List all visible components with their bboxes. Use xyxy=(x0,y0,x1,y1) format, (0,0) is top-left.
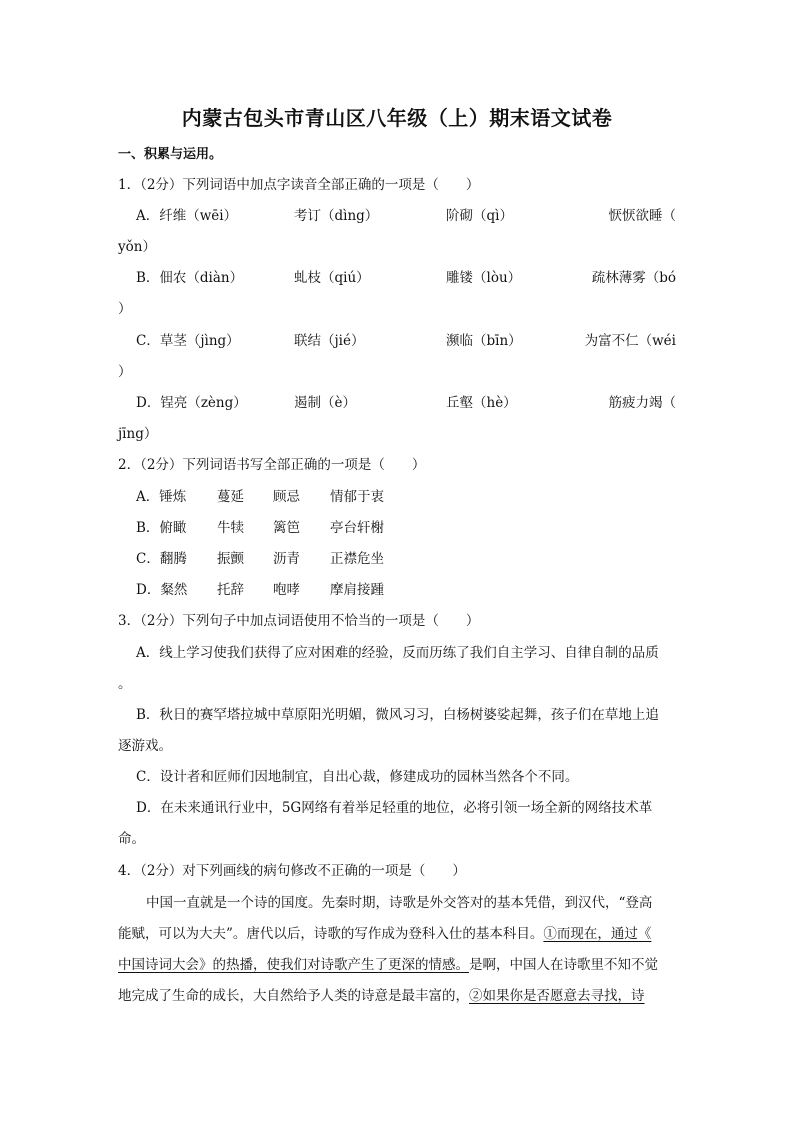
q2-c-word-2: 振颤 xyxy=(217,551,244,567)
passage-line-4 xyxy=(118,986,645,1006)
option-a-wrap: yǒn） xyxy=(118,239,156,255)
question-1-option-a xyxy=(136,206,676,226)
q2-a-word-2: 蔓延 xyxy=(217,489,244,505)
passage-line-2 xyxy=(118,924,651,944)
option-d-item-3: 丘壑（hè） xyxy=(446,395,517,411)
option-d-wrap: jīng） xyxy=(118,426,158,442)
q2-b-word-1: B．俯瞰 xyxy=(136,520,187,536)
option-c-wrap: ） xyxy=(118,364,132,380)
q2-a-word-3: 顾忌 xyxy=(273,489,300,505)
question-1-stem: 1．（2分）下列词语中加点字读音全部正确的一项是（ ） xyxy=(118,177,480,193)
question-1-option-b xyxy=(136,268,676,288)
option-a-item-3: 阶砌（qì） xyxy=(446,208,513,224)
question-3-option-a: A．线上学习使我们获得了应对困难的经验，反而历练了我们自主学习、自律自制的品质 xyxy=(136,645,659,661)
question-3-option-b: B．秋日的赛罕塔拉城中草原阳光明媚，微风习习，白杨树婆娑起舞，孩子们在草地上追 xyxy=(136,707,659,723)
passage-line-2-text: 能赋，可以为大夫”。唐代以后，诗歌的写作成为登科入仕的基本科目。 xyxy=(118,926,544,942)
option-b-item-3: 雕镂（lòu） xyxy=(446,270,522,286)
q2-a-word-4: 情郁于衷 xyxy=(330,489,384,505)
q2-b-word-2: 牛犊 xyxy=(217,520,244,536)
passage-line-1: 中国一直就是一个诗的国度。先秦时期，诗歌是外交答对的基本凭借，到汉代，“登高 xyxy=(146,895,653,911)
question-3-option-b-wrap: 逐游戏。 xyxy=(118,738,172,754)
option-b-item-4: 疏林薄雾（bó xyxy=(591,270,676,286)
underlined-sentence-1-start: ①而现在，通过《 xyxy=(543,926,652,942)
passage-line-4-text: 地完成了生命的成长，大自然给予人类的诗意是最丰富的， xyxy=(118,988,469,1004)
q2-d-word-1: D．粲然 xyxy=(136,582,188,598)
question-2-stem: 2．（2分）下列词语书写全部正确的一项是（ ） xyxy=(118,457,426,473)
question-4-stem: 4．（2分）对下列画线的病句修改不正确的一项是（ ） xyxy=(118,863,466,879)
question-3-option-c: C．设计者和匠师们因地制宜，自出心裁，修建成功的园林当然各个不同。 xyxy=(136,769,579,785)
q2-c-word-4: 正襟危坐 xyxy=(330,551,384,567)
section-heading: 一、积累与运用。 xyxy=(118,147,223,162)
page-title: 内蒙古包头市青山区八年级（上）期末语文试卷 xyxy=(181,106,613,130)
question-3-option-d: D．在未来通讯行业中，5G网络有着举足轻重的地位，必将引领一场全新的网络技术革 xyxy=(136,800,653,816)
option-a-item-2: 考订（dìng） xyxy=(294,208,379,224)
q2-c-word-3: 沥青 xyxy=(273,551,300,567)
option-b-item-2: 虬枝（qiú） xyxy=(294,270,370,286)
question-1-option-d xyxy=(136,393,676,413)
q2-b-word-4: 亭台轩榭 xyxy=(330,520,384,536)
option-c-item-4: 为富不仁（wéi xyxy=(584,333,676,349)
q2-d-word-2: 托辞 xyxy=(217,582,244,598)
underlined-sentence-1-end: 中国诗词大会》的热播，使我们对诗歌产生了更深的情感。 xyxy=(118,957,469,973)
question-3-option-d-wrap: 命。 xyxy=(118,831,145,847)
option-d-item-4: 筋疲力竭（ xyxy=(608,395,676,411)
option-b-wrap: ） xyxy=(118,301,132,317)
option-a-item-4: 恹恹欲睡（ xyxy=(608,208,676,224)
question-1-option-c xyxy=(136,331,676,351)
q2-d-word-4: 摩肩接踵 xyxy=(330,582,384,598)
q2-d-word-3: 咆哮 xyxy=(273,582,300,598)
option-a-item-1: A．纤维（wēi） xyxy=(136,208,238,224)
question-3-option-a-wrap: 。 xyxy=(118,676,132,692)
option-d-item-1: D．锃亮（zèng） xyxy=(136,395,247,411)
option-c-item-1: C．草茎（jìng） xyxy=(136,333,240,349)
passage-line-3-text: 是啊，中国人在诗歌里不知不觉 xyxy=(469,957,658,973)
q2-c-word-1: C．翻腾 xyxy=(136,551,187,567)
option-d-item-2: 遏制（è） xyxy=(294,395,356,411)
q2-b-word-3: 篱笆 xyxy=(273,520,300,536)
question-3-stem: 3．（2分）下列句子中加点词语使用不恰当的一项是（ ） xyxy=(118,613,480,629)
option-b-item-1: B．佃农（diàn） xyxy=(136,270,244,286)
underlined-sentence-2-start: ②如果你是否愿意去寻找，诗 xyxy=(469,988,645,1004)
option-c-item-3: 濒临（bīn） xyxy=(446,333,522,349)
q2-a-word-1: A．锤炼 xyxy=(136,489,187,505)
passage-line-3 xyxy=(118,955,658,975)
option-c-item-2: 联结（jié） xyxy=(294,333,365,349)
